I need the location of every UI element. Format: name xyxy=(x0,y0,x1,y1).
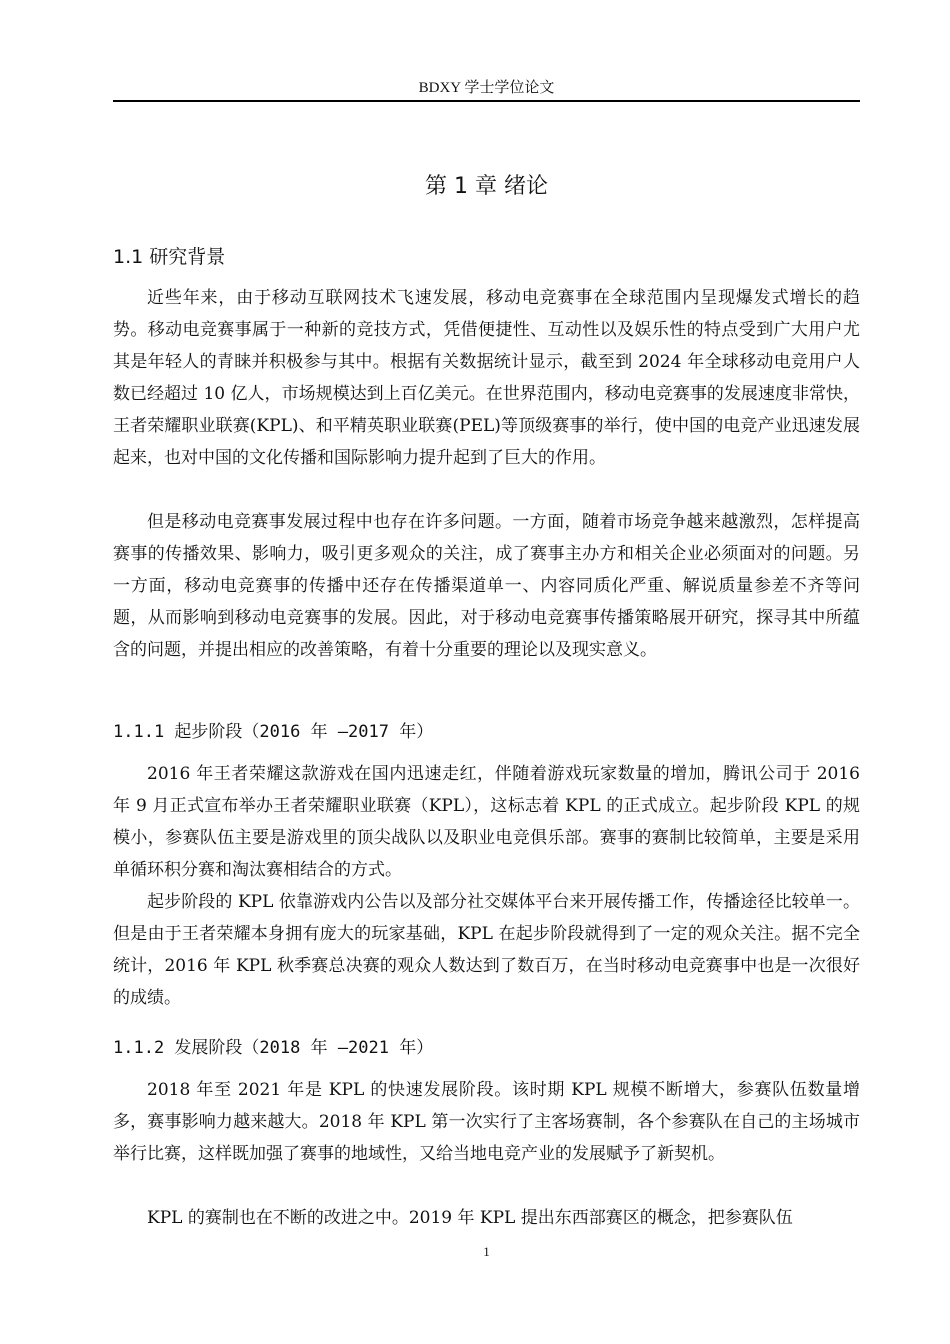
page-number: 1 xyxy=(483,1244,490,1259)
subsection-heading-1-1-2: 1.1.2 发展阶段（2018 年 —2021 年） xyxy=(113,1038,434,1058)
chapter-title: 第 1 章 绪论 xyxy=(425,174,548,199)
paragraph: 近些年来，由于移动互联网技术飞速发展，移动电竞赛事在全球范围内呈现爆发式增长的趋势。移动电竞赛事属于一种新的竞技方式，凭借便捷性、互动性以及娱乐性的特点受到广大用户尤其是年轻人的青睐并积极参与其中。根据有关数据统计显示，截至到 2024 年全球移动电竞用户人数已经超过 10 亿人，市场规模达到上百亿美元。在世界范围内，移动电竞赛事的发展速度非常快，王者荣耀职业联赛(KPL)、和平精英职业联赛(PEL)等顶级赛事的举行，使中国的电竞产业迅速发展起来，也对中国的文化传播和国际影响力提升起到了巨大的作用。 xyxy=(113,288,860,468)
running-header: BDXY 学士学位论文 xyxy=(418,80,555,96)
paragraph: 2018 年至 2021 年是 KPL 的快速发展阶段。该时期 KPL 规模不断增大，参赛队伍数量增多，赛事影响力越来越大。2018 年 KPL 第一次实行了主客场赛制，各个参赛队在自己的主场城市举行比赛，这样既加强了赛事的地域性，又给当地电竞产业的发展赋予了新契机。 xyxy=(113,1080,860,1164)
paragraph: 2016 年王者荣耀这款游戏在国内迅速走红，伴随着游戏玩家数量的增加，腾讯公司于 2016 年 9 月正式宣布举办王者荣耀职业联赛（KPL），这标志着 KPL 的正式成立。起步阶段 KPL 的规模小，参赛队伍主要是游戏里的顶尖战队以及职业电竞俱乐部。赛事的赛制比较简单，主要是采用单循环积分赛和淘汰赛相结合的方式。 xyxy=(113,764,860,880)
paragraph: 但是移动电竞赛事发展过程中也存在许多问题。一方面，随着市场竞争越来越激烈，怎样提高赛事的传播效果、影响力，吸引更多观众的关注，成了赛事主办方和相关企业必须面对的问题。另一方面，移动电竞赛事的传播中还存在传播渠道单一、内容同质化严重、解说质量参差不齐等问题，从而影响到移动电竞赛事的发展。因此，对于移动电竞赛事传播策略展开研究，探寻其中所蕴含的问题，并提出相应的改善策略，有着十分重要的理论以及现实意义。 xyxy=(113,512,860,660)
header-rule xyxy=(113,100,860,102)
paragraph: 起步阶段的 KPL 依靠游戏内公告以及部分社交媒体平台来开展传播工作，传播途径比较单一。但是由于王者荣耀本身拥有庞大的玩家基础，KPL 在起步阶段就得到了一定的观众关注。据不完全统计，2016 年 KPL 秋季赛总决赛的观众人数达到了数百万，在当时移动电竞赛事中也是一次很好的成绩。 xyxy=(113,892,860,1008)
subsection-heading-1-1-1: 1.1.1 起步阶段（2016 年 —2017 年） xyxy=(113,722,434,742)
paragraph: KPL 的赛制也在不断的改进之中。2019 年 KPL 提出东西部赛区的概念，把参赛队伍 xyxy=(147,1208,793,1228)
section-heading-1-1: 1.1 研究背景 xyxy=(113,246,226,268)
